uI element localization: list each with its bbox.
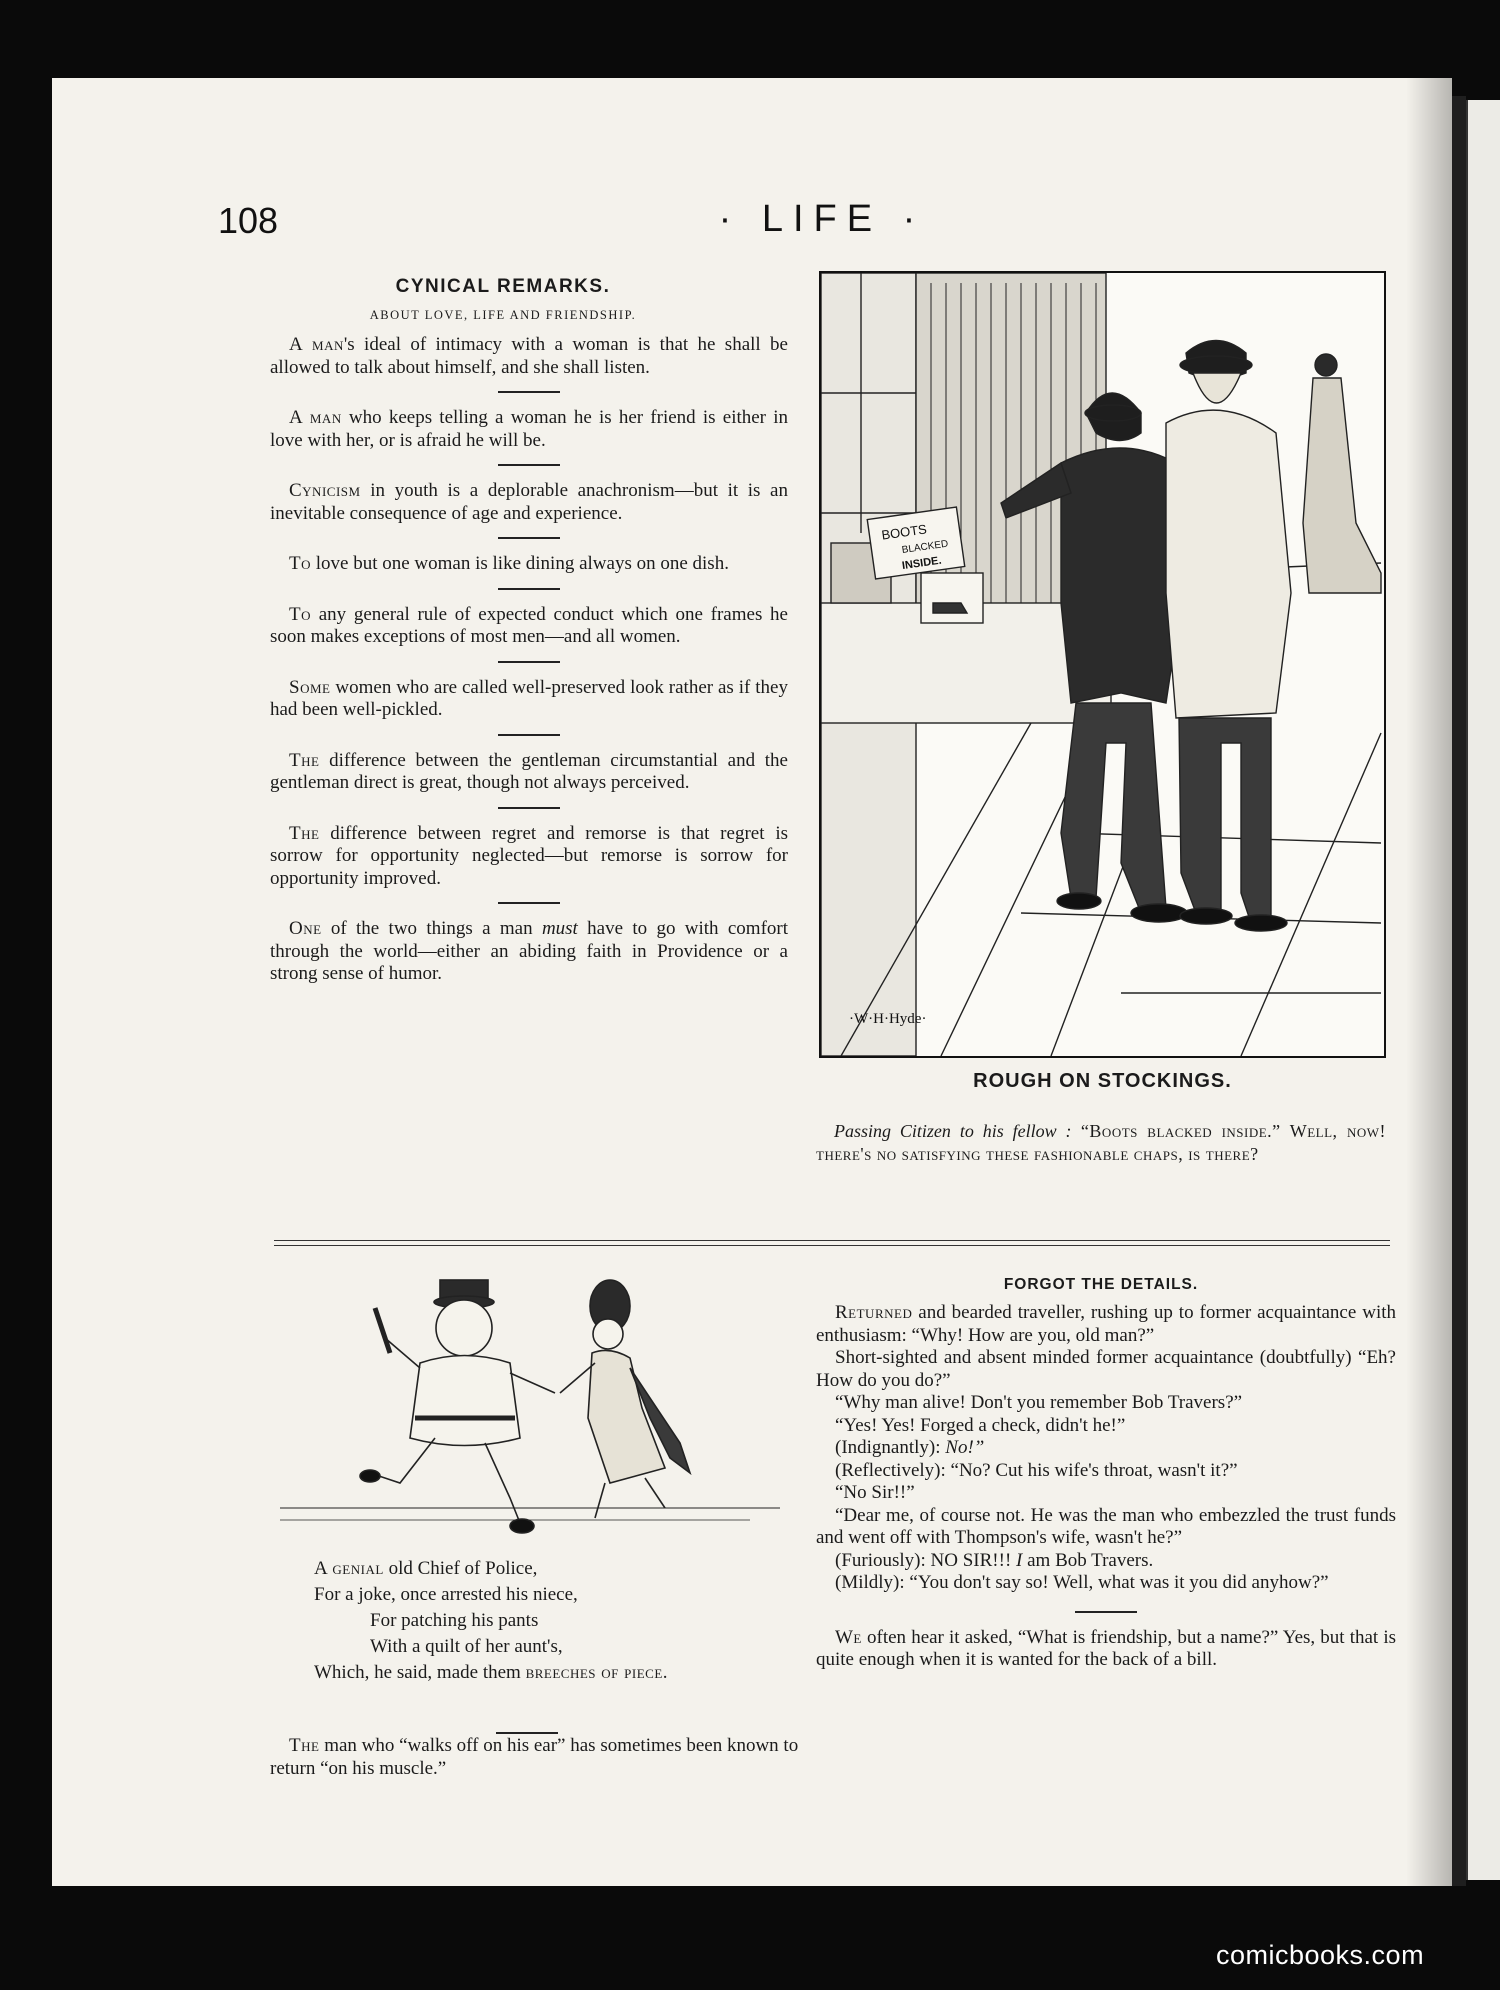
- separator-rule: [498, 391, 560, 393]
- cartoon-illustration: [819, 271, 1386, 1058]
- remark-paragraph: One of the two things a man must have to go with comfort through the world—either an abiding faith in Providence or a strong sense of humor.: [270, 918, 789, 984]
- remark-paragraph: A man who keeps telling a woman he is her friend is either in love with her, or is afraid he will be.: [270, 407, 788, 451]
- dialogue-line: “Dear me, of course not. He was the man who embezzled the trust funds and went off with Thompson's wife, wasn't he?”: [816, 1504, 1396, 1548]
- street-scene-drawing: [821, 273, 1384, 1056]
- book-spine: [1452, 96, 1466, 1886]
- rough-on-stockings-title: ROUGH ON STOCKINGS.: [973, 1070, 1232, 1092]
- police-chief-illustration: [270, 1268, 790, 1548]
- artist-signature: ·W·H·Hyde·: [849, 1011, 927, 1027]
- separator-rule: [498, 661, 560, 663]
- remark-paragraph: Cynicism in youth is a deplorable anachronism—but it is an inevitable consequence of age and experience.: [270, 480, 788, 524]
- remark-paragraph: To any general rule of expected conduct which one frames he soon makes exceptions of most men—and all women.: [270, 603, 788, 647]
- dialogue-line: “Yes! Yes! Forged a check, didn't he!”: [835, 1414, 1126, 1436]
- remark-paragraph: Some women who are called well-preserved look rather as if they had been well-pickled.: [270, 676, 788, 720]
- limerick-line: With a quilt of her aunt's,: [370, 1636, 563, 1657]
- separator-rule: [1075, 1611, 1137, 1613]
- walks-off-paragraph: The man who “walks off on his ear” has sometimes been known to return “on his muscle.”: [270, 1735, 799, 1779]
- friendship-paragraph: We often hear it asked, “What is friendship, but a name?” Yes, but that is quite enough when it is wanted for the back of a bill.: [816, 1626, 1396, 1670]
- site-watermark: comicbooks.com: [1216, 1940, 1425, 1970]
- rough-on-stockings-caption: Passing Citizen to his fellow : “Boots blacked inside.” Well, now! there's no satisfying these fashionable chaps, is there?: [816, 1121, 1386, 1164]
- limerick-line: For a joke, once arrested his niece,: [314, 1584, 578, 1605]
- separator-rule: [498, 902, 560, 904]
- forgot-details-body: [816, 1302, 1396, 1672]
- remark-paragraph: A man's ideal of intimacy with a woman is that he shall be allowed to talk about himself, and she shall listen.: [270, 334, 788, 378]
- dialogue-line: (Furiously): NO SIR!!! I am Bob Travers.: [835, 1549, 1154, 1571]
- next-page-edge: [1466, 100, 1500, 1880]
- sign-text-boots: BOOTS: [880, 521, 928, 543]
- forgot-details-title: FORGOT THE DETAILS.: [1003, 1276, 1199, 1293]
- separator-rule: [498, 588, 560, 590]
- cynical-remarks-subtitle: ABOUT LOVE, LIFE AND FRIENDSHIP.: [369, 308, 637, 322]
- dialogue-line: Returned and bearded traveller, rushing up to former acquaintance with enthusiasm: “Why! How are you, old man?”: [816, 1302, 1396, 1346]
- remark-paragraph: The difference between the gentleman circumstantial and the gentleman direct is great, though not always perceived.: [270, 749, 788, 793]
- limerick-line: Which, he said, made them breeches of piece.: [314, 1662, 669, 1683]
- limerick-line: A genial old Chief of Police,: [314, 1558, 538, 1579]
- section-divider: [274, 1240, 1390, 1246]
- police-limerick: [314, 1556, 794, 1686]
- remark-paragraph: The difference between regret and remorse is that regret is sorrow for opportunity neglected—but remorse is sorrow for opportunity improved.: [270, 822, 788, 889]
- page-number: 108: [218, 200, 279, 241]
- dialogue-line: “Why man alive! Don't you remember Bob Travers?”: [835, 1392, 1243, 1413]
- separator-rule: [498, 464, 560, 466]
- masthead: · LIFE ·: [718, 198, 926, 240]
- limerick-line: For patching his pants: [370, 1610, 539, 1631]
- separator-rule: [498, 734, 560, 736]
- remark-paragraph: To love but one woman is like dining always on one dish.: [289, 553, 729, 574]
- sign-text-inside: INSIDE.: [901, 554, 943, 573]
- dialogue-line: “No Sir!!”: [835, 1482, 915, 1503]
- cynical-remarks-title: CYNICAL REMARKS.: [395, 276, 611, 297]
- dialogue-line: (Mildly): “You don't say so! Well, what was it you did anyhow?”: [835, 1572, 1329, 1593]
- dialogue-line: (Reflectively): “No? Cut his wife's throat, wasn't it?”: [835, 1459, 1238, 1481]
- cynical-remarks-body: [270, 334, 788, 986]
- separator-rule: [498, 807, 560, 809]
- magazine-page: [52, 78, 1452, 1886]
- dialogue-line: Short-sighted and absent minded former acquaintance (doubtfully) “Eh? How do you do?”: [816, 1347, 1396, 1391]
- separator-rule: [498, 537, 560, 539]
- dialogue-line: (Indignantly): No!”: [835, 1437, 985, 1458]
- sign-text-blacked: BLACKED: [901, 538, 949, 556]
